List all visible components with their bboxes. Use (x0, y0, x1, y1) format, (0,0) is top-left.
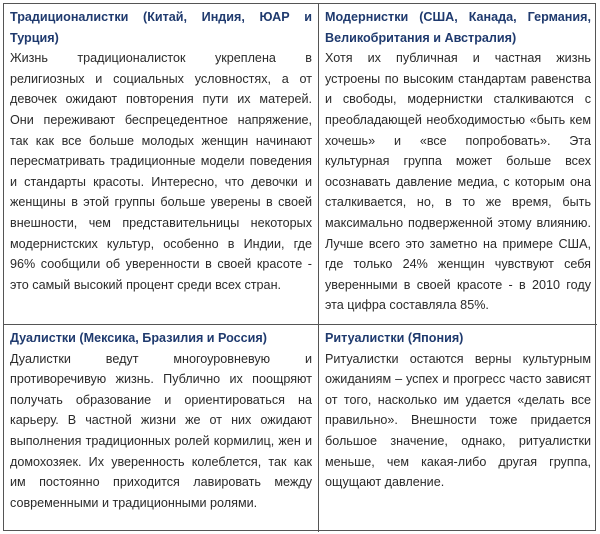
cell-heading: Модернистки (США, Канада, Германия, Великобритания и Австралия) (325, 10, 591, 45)
cell-text: Ритуалистки остаются верны культурным ожиданиям – успех и прогресс часто зависят от того, насколько им удается «делать все правильно». Внешности тоже придается большое значение, однако, ритуалистки меньше, чем какая-либо другая группа, ощущают давление. (325, 351, 591, 490)
cell-text: Жизнь традиционалисток укреплена в религиозных и социальных условностях, а от девочек ожидают повторения пути их матерей. Они переживают беспрецедентное напряжение, так как все больше молодых женщин начинают пересматривать традиционные модели поведения и стандарты красоты. Интересно, что девочки и женщины в этой группы больше уверены в своей внешности, чем представительницы некоторых модернистских культур, особенно в Индии, где 96% сообщили об уверенности в своей красоте - это самый высокий процент среди всех стран. (10, 51, 312, 292)
culture-groups-table (3, 3, 596, 531)
cell-text: Хотя их публичная и частная жизнь устроены по высоким стандартам равенства и свободы, модернистки сталкиваются с преобладающей необходимостью «быть кем хочешь» и «все попробовать». Эта культурная группа может больше всех осознавать давление медиа, с которым она сталкивается, но, в то же время, быть максимально подверженной этому влиянию. Лучше всего это заметно на примере США, где только 24% женщин чувствуют себя уверенными в своей красоте - в 2010 году эта цифра составляла 85%. (325, 51, 591, 313)
cell-heading: Ритуалистки (Япония) (325, 331, 464, 345)
cell-modernists (319, 4, 597, 325)
cell-heading: Дуалистки (Мексика, Бразилия и Россия) (10, 331, 267, 345)
cell-ritualists (319, 325, 597, 532)
cell-dualists (4, 325, 319, 532)
cell-text: Дуалистки ведут многоуровневую и противоречивую жизнь. Публично их поощряют получать образование и ориентироваться на карьеру. В частной жизни же от них ожидают выполнения традиционных ролей кормилиц, жен и домохозяек. Их уверенность колеблется, так как им постоянно приходится лавировать между современными и традиционными ролями. (10, 351, 312, 510)
cell-traditionalists (4, 4, 319, 325)
cell-heading: Традиционалистки (Китай, Индия, ЮАР и Турция) (10, 10, 312, 45)
